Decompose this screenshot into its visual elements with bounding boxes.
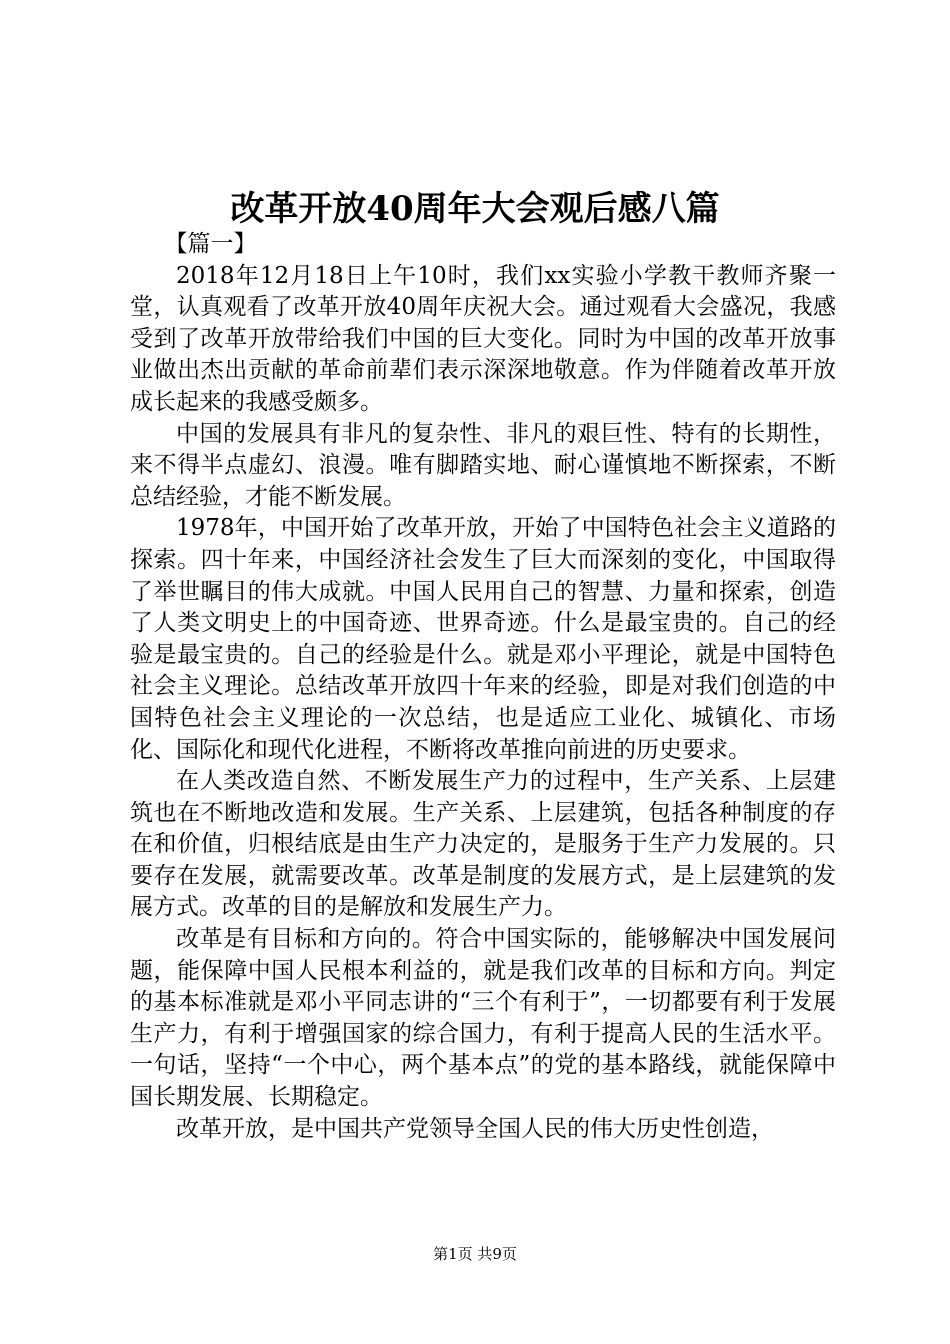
section-heading: 【篇一】 bbox=[164, 231, 257, 257]
paragraph: 改革是有目标和方向的。符合中国实际的，能够解决中国发展问题，能保障中国人民根本利益的，就是我们改革的目标和方向。判定的基本标准就是邓小平同志讲的“三个有利于”，一切都要有利于发展生产力，有利于增强国家的综合国力，有利于提高人民的生活水平。一句话，坚持“一个中心，两个基本点”的党的基本路线，就能保障中国长期发展、长期稳定。 bbox=[130, 926, 836, 1111]
paragraph: 在人类改造自然、不断发展生产力的过程中，生产关系、上层建筑也在不断地改造和发展。生产关系、上层建筑，包括各种制度的存在和价值，归根结底是由生产力决定的，是服务于生产力发展的。只要存在发展，就需要改革。改革是制度的发展方式，是上层建筑的发展方式。改革的目的是解放和发展生产力。 bbox=[130, 768, 836, 921]
page-title: 改革开放40周年大会观后感八篇 bbox=[230, 189, 720, 229]
paragraph: 1978年，中国开始了改革开放，开始了中国特色社会主义道路的探索。四十年来，中国经济社会发生了巨大而深刻的变化，中国取得了举世瞩目的伟大成就。中国人民用自己的智慧、力量和探索，创造了人类文明史上的中国奇迹、世界奇迹。什么是最宝贵的。自己的经验是最宝贵的。自己的经验是什么。就是邓小平理论，就是中国特色社会主义理论。总结改革开放四十年来的经验，即是对我们创造的中国特色社会主义理论的一次总结，也是适应工业化、城镇化、市场化、国际化和现代化进程，不断将改革推向前进的历史要求。 bbox=[130, 515, 836, 763]
paragraph: 中国的发展具有非凡的复杂性、非凡的艰巨性、特有的长期性，来不得半点虚幻、浪漫。唯有脚踏实地、耐心谨慎地不断探索，不断总结经验，才能不断发展。 bbox=[130, 420, 836, 510]
paragraph: 改革开放，是中国共产党领导全国人民的伟大历史性创造， bbox=[176, 1115, 774, 1142]
paragraph: 2018年12月18日上午10时，我们xx实验小学教干教师齐聚一堂，认真观看了改革开放40周年庆祝大会。通过观看大会盛况，我感受到了改革开放带给我们中国的巨大变化。同时为中国的改革开放事业做出杰出贡献的革命前辈们表示深深地敬意。作为伴随着改革开放成长起来的我感受颇多。 bbox=[130, 262, 836, 415]
page-number-footer: 第1页 共9页 bbox=[433, 1245, 517, 1263]
document-body bbox=[130, 229, 836, 1145]
